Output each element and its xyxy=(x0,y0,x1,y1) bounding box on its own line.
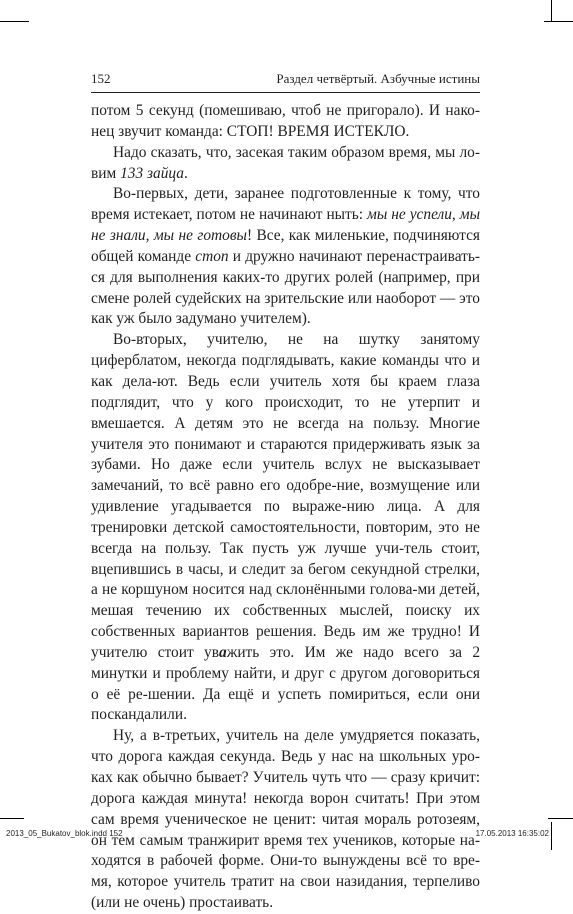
running-header: Раздел четвёртый. Азбучные истины xyxy=(276,71,480,86)
footer-timestamp: 17.05.2013 16:35:02 xyxy=(475,829,549,838)
text-run: и дружно начинают перенастраивать-ся для выполнения каких-то других ролей (например, при смене ролей судейских на зрительские или наоборот — это как уж было задумано учителем). xyxy=(91,247,480,328)
crop-mark xyxy=(551,0,552,21)
emphasis-text: а xyxy=(218,643,227,661)
crop-mark xyxy=(0,21,29,22)
paragraph xyxy=(91,330,480,726)
footer-filename: 2013_05_Bukatov_blok.indd 152 xyxy=(6,829,123,838)
page-number: 152 xyxy=(91,71,111,86)
emphasis-text: стоп xyxy=(195,247,229,265)
paragraph xyxy=(91,101,480,143)
text-run: Надо сказать, что, засекая таким образом время, мы ло-вим xyxy=(91,143,480,182)
crop-mark xyxy=(0,818,24,819)
paragraph xyxy=(91,143,480,185)
text-run: ! Все, как миленькие, подчиняются общей команде xyxy=(91,227,480,265)
text-run: Во-вторых, учителю, не на шутку занятому циферблатом, некогда подглядывать, какие команды что и как дела-ют. Ведь если учитель хотя бы краем глаза подглядит, что у кого происходит, то не утерпит и вмешается. А детям это не всегда на пользу. Многие учителя это понимают и стараются придерживать язык за зубами. Но даже если учитель вслух не высказывает замечаний, то всё равно его одобре-ние, возмущение или удивление угадывается по выраже-нию лица. А для тренировки детской самостоятельности, повторим, это не всегда на пользу. Так пусть уж лучше учи-тель стоит, вцепившись в часы, и следит за бегом секундной стрелки, а не коршуном носится над склонёнными голова-ми детей, мешая течению их собственных мыслей, поиску их собственных вариантов решения. Ведь им же трудно! И учителю стоит ув xyxy=(91,331,480,661)
text-run: жить это. Им же надо всего за 2 минутки и проблему найти, и друг с другом договориться о её ре-шении. Да ещё и успеть помириться, если они поскандалили. xyxy=(91,643,481,724)
paragraph xyxy=(91,184,480,330)
text-run: Ну, а в-третьих, учитель на деле умудряется показать, что дорога каждая секунда. Ведь у нас на школьных уро-ках как обычно бывает? Учитель чуть что — сразу кричит: дорога каждая минута! некогда ворон считать! При этом сам время ученическое не ценит: читая мораль ротозеям, он тем самым транжирит время тех учеников, которые на-ходятся в рабочей форме. Они-то вынуждены всё то вре-мя, которое учитель тратит на свои назидания, терпеливо (или не очень) простаивать. xyxy=(91,727,480,912)
crop-mark xyxy=(548,818,573,819)
crop-mark xyxy=(551,822,552,850)
crop-mark xyxy=(544,21,573,22)
body-text xyxy=(91,101,480,914)
text-run: потом 5 секунд (помешиваю, чтоб не пригорало). И нако-нец звучит команда: СТОП! ВРЕМЯ ИСТЕКЛО. xyxy=(91,102,480,140)
emphasis-text: мы не успели, мы не знали, мы не готовы xyxy=(91,206,480,245)
emphasis-text: 133 зайца xyxy=(120,164,185,182)
paragraph xyxy=(91,726,480,914)
header-rule xyxy=(91,92,480,93)
text-run: Во-первых, дети, заранее подготовленные к тому, что время истекает, потом не начинают ныть: xyxy=(91,185,480,224)
text-run: . xyxy=(184,164,188,182)
